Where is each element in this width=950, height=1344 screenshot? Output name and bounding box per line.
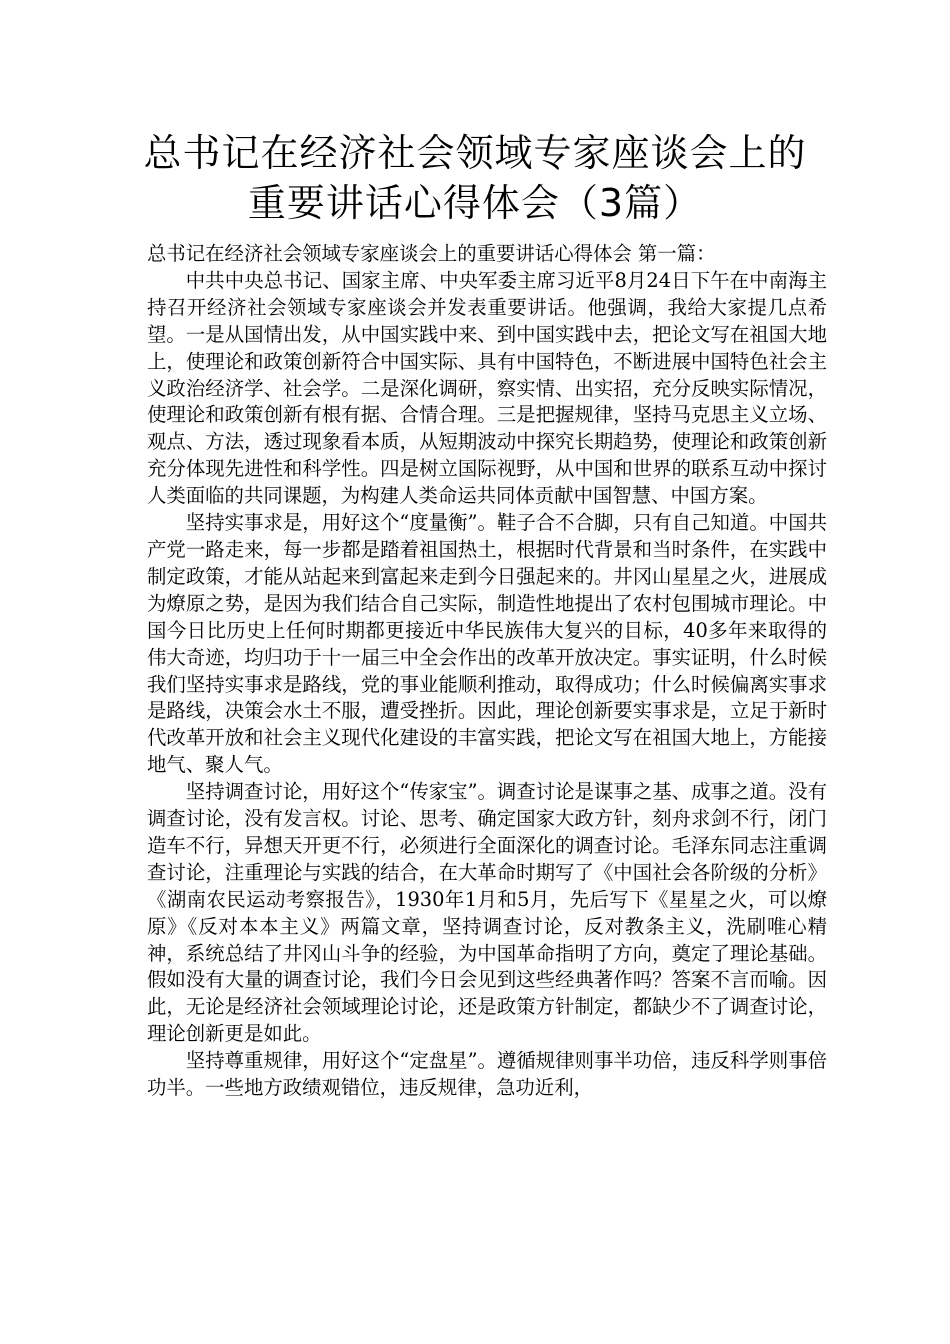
- document-body: [147, 241, 827, 1102]
- title-line-2: 重要讲话心得体会（3篇）: [247, 181, 703, 225]
- paragraph-3: 坚持调查讨论，用好这个“传家宝”。调查讨论是谋事之基、成事之道。没有调查讨论，没有发言权。讨论、思考、确定国家大政方针，刻舟求剑不行，闭门造车不行，异想天开更不行，必须进行全面深化的调查讨论。毛泽东同志注重调查讨论，注重理论与实践的结合，在大革命时期写了《中国社会各阶级的分析》《湖南农民运动考察报告》，1930年1月和5月，先后写下《星星之火，可以燎原》《反对本本主义》两篇文章，坚持调查讨论，反对教条主义，洗刷唯心精神，系统总结了井冈山斗争的经验，为中国革命指明了方向，奠定了理论基础。假如没有大量的调查讨论，我们今日会见到这些经典著作吗？答案不言而喻。因此，无论是经济社会领域理论讨论，还是政策方针制定，都缺少不了调查讨论，理论创新更是如此。: [147, 780, 827, 1046]
- section-heading: 总书记在经济社会领域专家座谈会上的重要讲话心得体会 第一篇：: [147, 242, 716, 265]
- document-title: [120, 128, 830, 228]
- paragraph-1: 中共中央总书记、国家主席、中央军委主席习近平8月24日下午在中南海主持召开经济社会领域专家座谈会并发表重要讲话。他强调，我给大家提几点希望。一是从国情出发，从中国实践中来、到中国实践中去，把论文写在祖国大地上，使理论和政策创新符合中国实际、具有中国特色，不断进展中国特色社会主义政治经济学、社会学。二是深化调研，察实情、出实招，充分反映实际情况，使理论和政策创新有根有据、合情合理。三是把握规律，坚持马克思主义立场、观点、方法，透过现象看本质，从短期波动中探究长期趋势，使理论和政策创新充分体现先进性和科学性。四是树立国际视野，从中国和世界的联系互动中探讨人类面临的共同课题，为构建人类命运共同体贡献中国智慧、中国方案。: [147, 268, 827, 508]
- title-line-1: 总书记在经济社会领域专家座谈会上的: [143, 131, 807, 175]
- paragraph-4: 坚持尊重规律，用好这个“定盘星”。遵循规律则事半功倍，违反科学则事倍功半。一些地方政绩观错位，违反规律，急功近利，: [147, 1049, 827, 1100]
- paragraph-2: 坚持实事求是，用好这个“度量衡”。鞋子合不合脚，只有自己知道。中国共产党一路走来，每一步都是踏着祖国热土，根据时代背景和当时条件，在实践中制定政策，才能从站起来到富起来走到今日强起来的。井冈山星星之火，进展成为燎原之势，是因为我们结合自己实际，制造性地提出了农村包围城市理论。中国今日比历史上任何时期都更接近中华民族伟大复兴的目标，40多年来取得的伟大奇迹，均归功于十一届三中全会作出的改革开放决定。事实证明，什么时候我们坚持实事求是路线，党的事业能顺利推动，取得成功；什么时候偏离实事求是路线，决策会水土不服，遭受挫折。因此，理论创新要实事求是，立足于新时代改革开放和社会主义现代化建设的丰富实践，把论文写在祖国大地上，方能接地气、聚人气。: [147, 511, 827, 777]
